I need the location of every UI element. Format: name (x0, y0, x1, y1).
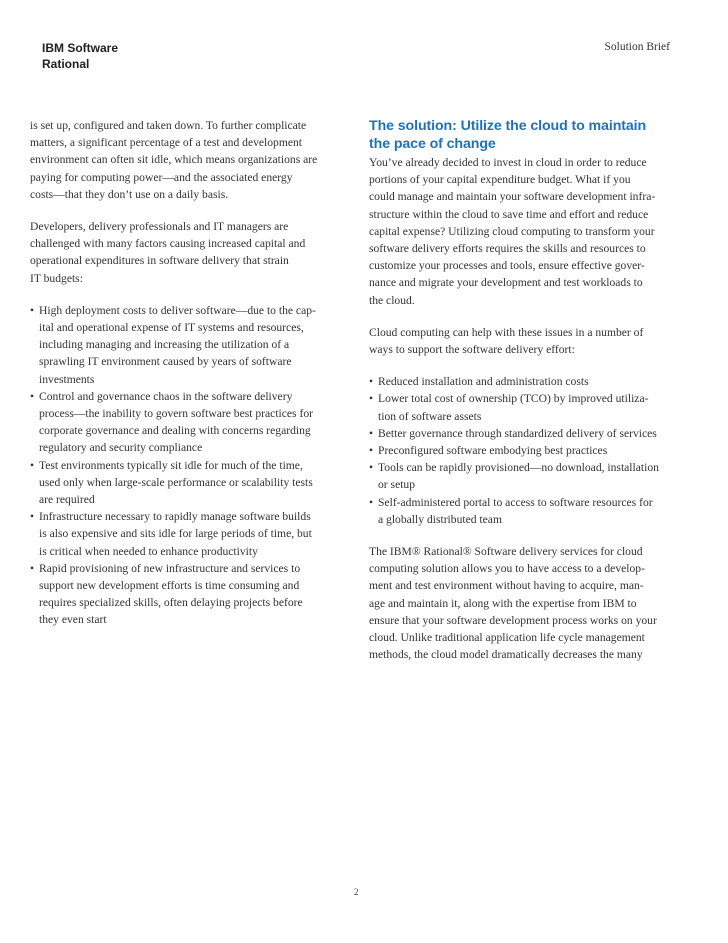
text-line: costs—that they don’t use on a daily basis. (30, 187, 229, 201)
list-item (30, 388, 348, 457)
text-line: are required (39, 493, 95, 507)
text-line: is set up, configured and taken down. To further complicate (30, 119, 307, 132)
text-line: paying for computing power—and the associated energy (30, 170, 293, 184)
text-line: challenged with many factors causing increased capital and (30, 237, 306, 251)
brand-subname: Rational (42, 57, 90, 71)
text-line: You’ve already decided to invest in cloud in order to reduce (369, 156, 647, 169)
right-paragraph-2 (369, 324, 672, 358)
text-line: computing solution allows you to have access to a develop- (369, 562, 645, 576)
text-line: the cloud. (369, 293, 415, 307)
text-line: sprawling IT environment caused by years of software (39, 355, 292, 369)
text-line: including managing and increasing the utilization of a (39, 338, 290, 352)
list-item (369, 459, 672, 493)
text-line: IT budgets: (30, 271, 83, 285)
text-line: Developers, delivery professionals and IT managers are (30, 220, 289, 234)
left-paragraph-2 (30, 218, 348, 287)
left-column (30, 117, 348, 644)
list-item (369, 373, 672, 390)
text-line: • Infrastructure necessary to rapidly manage software builds (39, 510, 311, 524)
text-line: ment and test environment without having to acquire, man- (369, 579, 644, 593)
text-line: requires specialized skills, often delaying projects before (39, 596, 303, 610)
text-line: they even start (39, 613, 107, 627)
heading-line: the pace of change (369, 136, 496, 152)
text-line: methods, the cloud model dramatically decreases the many (369, 648, 643, 662)
text-line: • Control and governance chaos in the software delivery (39, 389, 293, 403)
list-item (369, 494, 672, 528)
left-paragraph-1 (30, 117, 348, 203)
text-line: customize your processes and tools, ensure effective gover- (369, 259, 645, 273)
text-line: process—the inability to govern software best practices for (39, 407, 313, 421)
text-line: capital expense? Utilizing cloud computing to transform your (369, 224, 655, 238)
text-line: • Reduced installation and administration costs (378, 375, 589, 389)
text-line: nance and migrate your development and test workloads to (369, 276, 643, 290)
text-line: • Self-administered portal to access to software resources for (378, 495, 653, 509)
brand-block (42, 40, 118, 72)
text-line: a globally distributed team (378, 512, 502, 526)
text-line: ways to support the software delivery effort: (369, 343, 575, 357)
text-line: The IBM® Rational® Software delivery services for cloud (369, 545, 643, 559)
text-line: cloud. Unlike traditional application life cycle management (369, 631, 645, 645)
list-item (369, 425, 672, 442)
heading-line: The solution: Utilize the cloud to maintain (369, 118, 647, 134)
text-line: age and maintain it, along with the expertise from IBM to (369, 596, 637, 610)
list-item (30, 508, 348, 560)
page-number: 2 (354, 887, 359, 897)
text-line: is also expensive and sits idle for large periods of time, but (39, 527, 312, 541)
list-item (369, 442, 672, 459)
text-line: matters, a significant percentage of a test and development (30, 136, 303, 150)
text-line: tion of software assets (378, 409, 482, 423)
brand-name: IBM Software (42, 41, 119, 55)
text-line: software delivery efforts requires the skills and resources to (369, 242, 646, 256)
text-line: portions of your capital expenditure budget. What if you (369, 173, 631, 187)
text-line: or setup (378, 478, 416, 492)
text-line: could manage and maintain your software development infra- (369, 190, 656, 204)
text-line: • High deployment costs to deliver software—due to the cap- (39, 303, 316, 317)
list-item (369, 390, 672, 424)
document-type: Solution Brief (604, 41, 670, 53)
list-item (30, 560, 348, 629)
right-paragraph-3 (369, 543, 672, 663)
text-line: • Lower total cost of ownership (TCO) by improved utiliza- (378, 392, 649, 406)
benefits-list (369, 373, 672, 528)
text-line: is critical when needed to enhance productivity (39, 544, 258, 558)
list-item (30, 457, 348, 509)
text-line: • Preconfigured software embodying best practices (378, 444, 608, 458)
text-line: • Better governance through standardized delivery of services (378, 426, 657, 440)
text-line: structure within the cloud to save time and effort and reduce (369, 207, 649, 221)
text-line: Cloud computing can help with these issues in a number of (369, 325, 644, 339)
text-line: • Rapid provisioning of new infrastructure and services to (39, 561, 301, 575)
text-line: support new development efforts is time consuming and (39, 579, 300, 593)
text-line: regulatory and security compliance (39, 441, 203, 455)
text-line: operational expenditures in software delivery that strain (30, 254, 289, 268)
right-paragraph-1 (369, 154, 672, 309)
text-line: ensure that your software development process works on your (369, 613, 657, 627)
text-line: ital and operational expense of IT systems and resources, (39, 321, 304, 335)
list-item (30, 302, 348, 388)
text-line: environment can often sit idle, which means organizations are (30, 153, 318, 167)
challenges-list (30, 302, 348, 629)
text-line: • Test environments typically sit idle for much of the time, (39, 458, 303, 472)
text-line: corporate governance and dealing with concerns regarding (39, 424, 311, 438)
text-line: used only when large-scale performance or scalability tests (39, 475, 313, 489)
text-line: • Tools can be rapidly provisioned—no download, installation (378, 461, 659, 475)
section-heading (369, 117, 672, 153)
right-column (369, 117, 672, 678)
text-line: investments (39, 372, 95, 386)
